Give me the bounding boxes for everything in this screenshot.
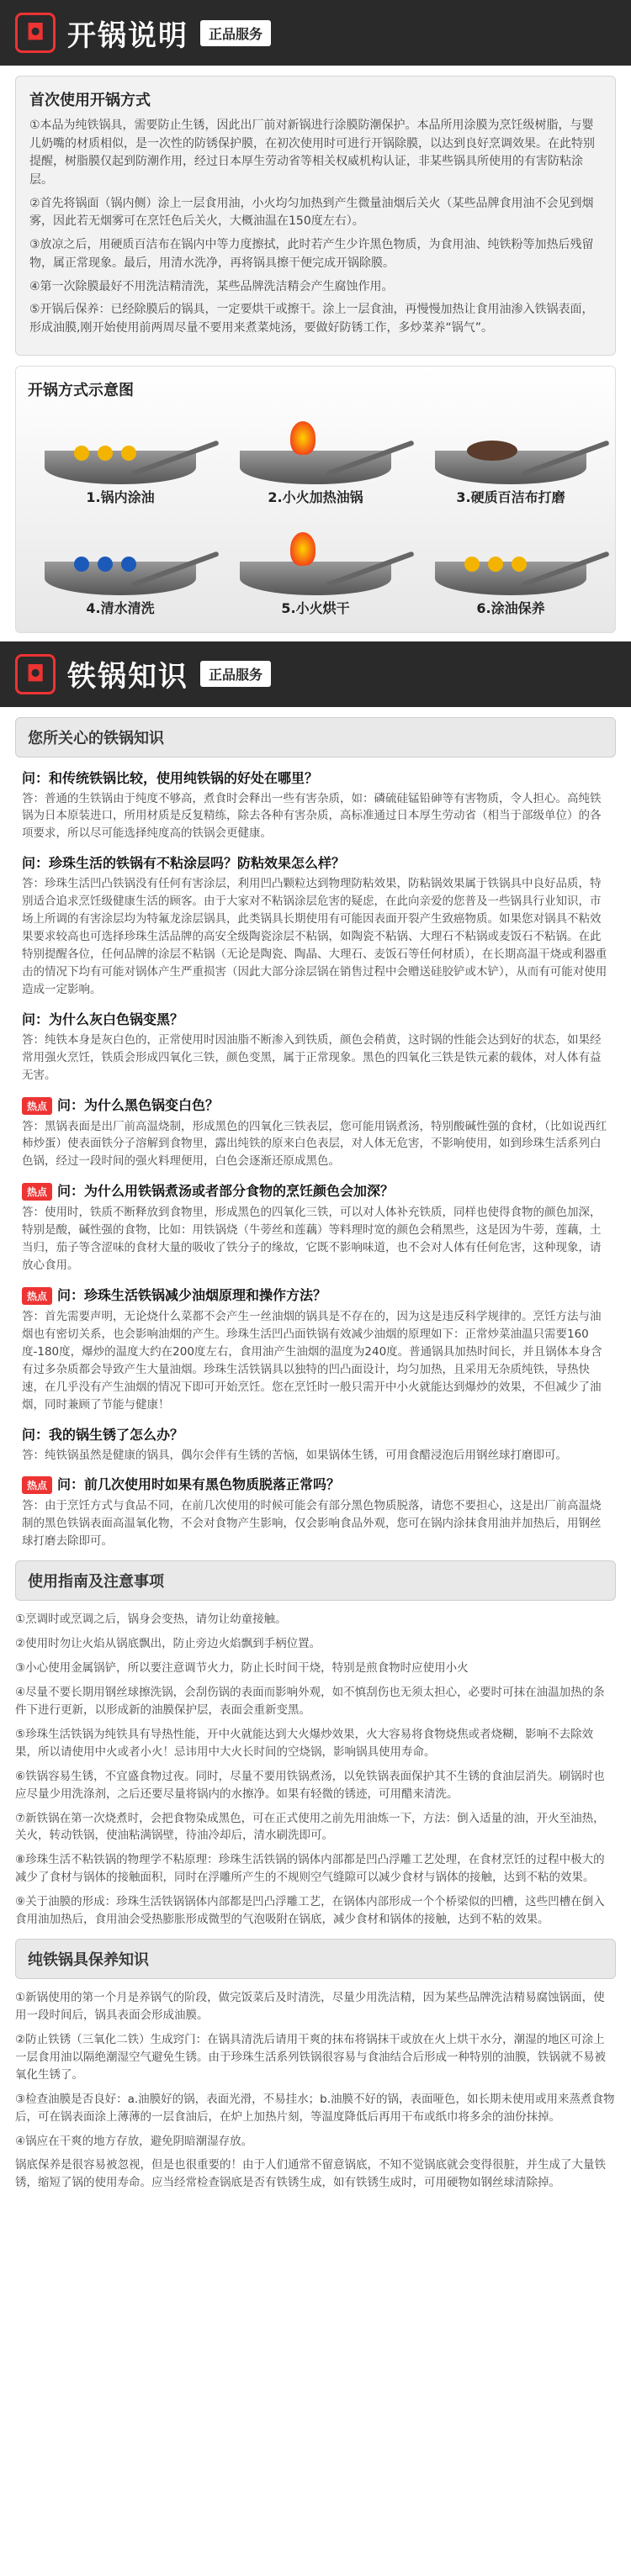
- qa-item: [22, 1424, 609, 1465]
- qa-question: [22, 1474, 609, 1494]
- note-item: ③小心使用金属锅铲，所以要注意调节火力，防止长时间干烧，特别是煎食物时应使用小火: [15, 1661, 469, 1676]
- care-title: 纯铁锅具保养知识: [15, 1939, 616, 1979]
- step-4: [28, 520, 213, 620]
- care-item: 锅底保养是很容易被忽视，但是也很重要的！由于人们通常不留意锅底，不知不觉锅底就会变得很脏，并生成了大量铁锈，缩短了锅的使用寿命。应当经常检查锅底是否有铁锈生成，如有铁锈生成时，可用硬物如钢丝球清除掉。: [15, 2158, 606, 2190]
- step-label: 5.小火烘干: [281, 599, 350, 616]
- flame-icon: [290, 421, 316, 455]
- step-label: 4.清水清洗: [86, 599, 155, 616]
- step-3: [418, 409, 603, 509]
- qa-answer: 答：纯铁锅虽然是健康的锅具，偶尔会伴有生锈的苦恼，如果锅体生锈，可用食醋浸泡后用钢丝球打磨即可。: [22, 1448, 567, 1462]
- qa-item: [22, 1009, 609, 1085]
- header-title: 开锅说明: [67, 18, 188, 53]
- qa-question: 问：珍珠生活的铁锅有不粘涂层吗？防粘效果怎么样？: [22, 855, 346, 872]
- step-label: 3.硬质百洁布打磨: [456, 488, 565, 505]
- demo-grid: [28, 409, 603, 620]
- brand-logo-icon: ◘: [15, 654, 56, 694]
- step-1: [28, 409, 213, 509]
- oil-drops-icon: [464, 557, 527, 572]
- step-5: [223, 520, 408, 620]
- demo-title: 开锅方式示意图: [28, 381, 134, 399]
- hot-tag: 热点: [22, 1097, 52, 1115]
- header-banner: [0, 0, 631, 66]
- qa-item: [22, 1095, 609, 1171]
- step-2: [223, 409, 408, 509]
- note-item: ⑤珍珠生活铁锅为纯铁具有导热性能，开中火就能达到大火爆炒效果，火大容易将食物烧焦或者烧糊，影响不去除效果，所以请使用中火或者小火！忌讳用中大火长时间的空烧锅，影响锅具使用寿命。: [15, 1727, 594, 1759]
- qa-item: [22, 768, 609, 843]
- hot-tag: 热点: [22, 1183, 52, 1201]
- brand-logo-icon: ◘: [15, 13, 56, 53]
- note-item: ⑦新铁锅在第一次烧煮时，会把食物染成黑色，可在正式使用之前先用油炼一下，方法：倒入适量的油，开火至油热，关火，转动铁锅，使油粘满锅壁，待油冷却后，清水刷洗即可。: [15, 1811, 605, 1843]
- note-item: ④尽量不要长期用钢丝球擦洗锅，会刮伤锅的表面而影响外观，如不慎刮伤也无须太担心，必要时可抹在油温加热的条件下进行更新，以形成新的油膜保护层，表面会重新变黑。: [15, 1685, 605, 1717]
- hot-tag: 热点: [22, 1287, 52, 1305]
- qa-question-text: 问：为什么黑色锅变白色？: [57, 1096, 220, 1113]
- qa-answer: 答：珍珠生活凹凸铁锅没有任何有害涂层，利用凹凸颗粒达到物理防粘效果，防粘锅效果属于铁锅具中良好品质，特别适合追求烹饪级健康生活的顾客。由于大家对不粘锅涂层危害的疑虑，在此向亲爱的您普及一些锅具行业知识，市场上所调的有害涂层均为特氟龙涂层锅具，此类锅具长期使用有可能因表面开裂产生致癌物质。如果您对锅具不粘效果要求较高也可选择珍珠生活品牌的高安全级陶瓷涂层不粘锅，如陶瓷不粘锅、大理石不粘锅或麦饭石不粘锅。在此特别提醒各位，任何品牌的涂层不粘锅（无论是陶瓷、陶晶、大理石、麦饭石等任何材质），在长期高温干烧或利器重击的情况下均有可能对锅体产生严重损害（因此大部分涂层锅在销售过程中会赠送硅胶铲或木铲），从而有可能对使用造成一定影响。: [22, 877, 607, 996]
- qa-question-text: 问：前几次使用时如果有黑色物质脱落正常吗？: [57, 1476, 341, 1493]
- qa-question: [22, 1095, 609, 1115]
- qa-answer: 答：纯铁本身是灰白色的，正常使用时因油脂不断渗入到铁质，颜色会稍黄，这时锅的性能会达到好的状态，如果经常用强火烹饪，铁质会形成四氧化三铁，颜色变黑，属于正常现象。黑色的四氧化三铁是铁元素的载体，对人体有益无害。: [22, 1032, 602, 1082]
- header-banner-2: [0, 641, 631, 707]
- qa-answer: 答：黑锅表面是出厂前高温烧制，形成黑色的四氧化三铁表层，您可能用锅煮汤，特别酸碱性强的食材，（比如说西红柿炒蛋）使表面铁分子溶解到食物里，露出纯铁的原来白色表层，对人体无危害，不影响使用，如到珍珠生活系列白色锅，经过一段时间的强火料理便用，白色会逐渐还原成黑色。: [22, 1119, 607, 1169]
- qa-title: 您所关心的铁锅知识: [15, 717, 616, 757]
- qa-answer: 答：使用时，铁质不断释放到食物里，形成黑色的四氧化三铁，可以对人体补充铁质，同样也使得食物的颜色加深，特别是酸，碱性强的食物，比如：用铁锅烧（牛蒡丝和莲藕）等料理时宽的颜色会稍黑些，这是因为牛蒡，莲藕，土当归，茄子等含涩味的食材大量的吸收了铁分子的缘故，它既不影响味道，也不会对人体有任何危害，这种现象，请放心食用。: [22, 1206, 602, 1273]
- intro-para: ⑤开锅后保养：已经除膜后的锅具，一定要烘干或擦干。涂上一层食油，再慢慢加热让食用油渗入铁锅表面，形成油膜,刚开始使用前两周尽量不要用来煮菜炖汤，要做好防锈工作，多炒菜养“锅气”。: [29, 303, 594, 335]
- intro-title: 首次使用开锅方式: [29, 92, 151, 109]
- water-drops-icon: [74, 557, 136, 572]
- care-list: [0, 1989, 631, 2192]
- note-item: ⑥铁锅容易生锈，不宜盛食物过夜。同时，尽量不要用铁锅煮汤，以免铁锅表面保护其不生锈的食油层消失。刷锅时也应尽量少用洗涤剂，之后还要尽量将锅内的水擦净。如果有轻微的锈迹，可用醋来清洗。: [15, 1769, 605, 1801]
- step-label: 6.涂油保养: [476, 599, 545, 616]
- notes-list: [0, 1611, 631, 1929]
- intro-para: ②首先将锅面（锅内侧）涂上一层食用油，小火均匀加热到产生微量油烟后关火（某些品牌食用油不会见到烟雾，因此若无烟雾可在烹饪色后关火，大概油温在150度左右）。: [29, 196, 594, 229]
- qa-item: [22, 1180, 609, 1275]
- note-item: ②使用时勿让火焰从锅底飘出，防止旁边火焰飘到手柄位置。: [15, 1637, 321, 1651]
- qa-item: [22, 853, 609, 998]
- intro-para: ④第一次除膜最好不用洗洁精清洗，某些品牌洗洁精会产生腐蚀作用。: [29, 279, 394, 293]
- qa-question: [22, 1180, 609, 1201]
- qa-answer: 答：普通的生铁锅由于纯度不够高，煮食时会释出一些有害杂质，如：磷硫硅锰铅砷等有害物质，令人担心。高纯铁锅为日本原装进口，所用材质是反复精练，除去各种有害杂质，高标准通过日本厚生劳动省（相当于部级单位）的各项要求，所以尽可能选择纯度高的铁锅会更健康。: [22, 791, 602, 841]
- notes-title: 使用指南及注意事项: [15, 1560, 616, 1601]
- intro-panel: [15, 76, 616, 356]
- qa-item: [22, 1474, 609, 1550]
- qa-answer: 答：首先需要声明，无论烧什么菜都不会产生一丝油烟的锅具是不存在的，因为这是违反科学规律的。烹饪方法与油烟也有密切关系，也会影响油烟的产生。珍珠生活凹凸面铁锅有效减少油烟的原理如下：正常炒菜油温只需要160度-180度，爆炒的温度大约在200度左右，食用油产生油烟的温度为240度。普通锅具加热时间长，并且锅体本身含有过多杂质都会导致产生大量油烟。珍珠生活铁锅具以独特的凹凸面设计，均匀加热，且采用无杂质纯铁，导热快速，在几乎没有产生油烟的情况下即可开始烹饪。您在烹饪时一般只需开中小火就能达到爆炒的效果，不但减少了油烟，同时兼顾了节能与健康！: [22, 1310, 602, 1412]
- qa-item: [22, 1285, 609, 1414]
- qa-list: [0, 768, 631, 1551]
- qa-question: [22, 1285, 609, 1305]
- qa-question: 问：为什么灰白色锅变黑？: [22, 1011, 184, 1027]
- care-item: ③检查油膜是否良好：a.油膜好的锅，表面光滑，不易挂水；b.油膜不好的锅，表面哑色，如长期未使用或用来蒸煮食物后，可在锅表面涂上薄薄的一层食油后，在炉上加热片刻，等温度降低后再用干布或纸巾将多余的油份抹掉。: [15, 2092, 615, 2124]
- step-label: 2.小火加热油锅: [268, 488, 363, 505]
- step-6: [418, 520, 603, 620]
- header2-badge: 正品服务: [200, 661, 271, 687]
- note-item: ①烹调时或烹调之后，锅身会变热，请勿让幼童接触。: [15, 1613, 287, 1627]
- oil-drops-icon: [74, 446, 136, 461]
- note-item: ⑧珍珠生活不粘铁锅的物理学不粘原理：珍珠生活铁锅的锅体内部都是凹凸浮雕工艺处理，在食材烹饪的过程中极大的减少了食材与锅体的接触面积，同时在浮雕所产生的不规则空气缝隙可以减少食材与锅体的接触，达到不粘的效果。: [15, 1853, 605, 1885]
- care-item: ②防止铁锈（三氧化二铁）生成窍门：在锅具清洗后请用干爽的抹布将锅抹干或放在火上烘干水分，潮湿的地区可涂上一层食用油以隔绝潮湿空气避免生锈。由于珍珠生活系列铁锅很容易与食油结合后形成一种特别的油膜，铁锅就不易被氧化生锈了。: [15, 2032, 606, 2082]
- intro-para: ①本品为纯铁锅具，需要防止生锈，因此出厂前对新锅进行涂膜防潮保护。本品所用涂膜为烹饪级树脂，与婴儿奶嘴的材质相似，是一次性的防锈保护膜，在初次使用时可进行开锅除膜，以达到良好烹调效果。在此特别提醒，树脂膜仅起到防潮作用，经过日本厚生劳动省等相关权威机构认证，非某些锅具所使用的有害防粘涂层。: [29, 119, 595, 187]
- care-item: ①新锅使用的第一个月是养锅气的阶段，做完饭菜后及时清洗，尽量少用洗洁精，因为某些品牌洗洁精易腐蚀锅面，使用一段时间后，锅具表面会形成油膜。: [15, 1991, 605, 2022]
- qa-question-text: 问：为什么用铁锅煮汤或者部分食物的烹饪颜色会加深？: [57, 1183, 395, 1200]
- header-badge: 正品服务: [200, 20, 271, 46]
- hot-tag: 热点: [22, 1476, 52, 1494]
- qa-question: 问：和传统铁锅比较，使用纯铁锅的好处在哪里？: [22, 769, 319, 786]
- care-item: ④锅应在干爽的地方存放，避免阴暗潮湿存放。: [15, 2134, 253, 2148]
- header2-title: 铁锅知识: [67, 660, 188, 694]
- intro-para: ③放凉之后，用硬质百洁布在锅内中等力度擦拭，此时若产生少许黑色物质，为食用油、纯铁粉等加热后残留物，属正常现象。最后，用清水洗净，再将锅具擦干便完成开锅除膜。: [29, 238, 594, 270]
- flame-icon: [290, 532, 316, 566]
- qa-question-text: 问：珍珠生活铁锅减少油烟原理和操作方法？: [57, 1287, 327, 1303]
- qa-answer: 答：由于烹饪方式与食品不同，在前几次使用的时候可能会有部分黑色物质脱落，请您不要担心，这是出厂前高温烧制的黑色铁锅表面高温氧化物，不会对食物产生影响，仅会影响食品外观，您可在锅内涂抹食用油并加热后，用钢丝球打磨去除即可。: [22, 1499, 602, 1549]
- note-item: ⑨关于油膜的形成：珍珠生活铁锅锅体内部都是凹凸浮雕工艺，在锅体内部形成一个个桥梁似的凹槽，这些凹槽在倒入食用油加热后，食用油会受热膨胀形成微型的气泡吸附在锅底，减少食材和锅体的接触，达到不粘的效果。: [15, 1895, 605, 1927]
- scrub-pad-icon: [467, 441, 517, 461]
- step-label: 1.锅内涂油: [86, 488, 155, 505]
- demo-section: [15, 366, 616, 633]
- qa-question: 问：我的锅生锈了怎么办？: [22, 1426, 184, 1443]
